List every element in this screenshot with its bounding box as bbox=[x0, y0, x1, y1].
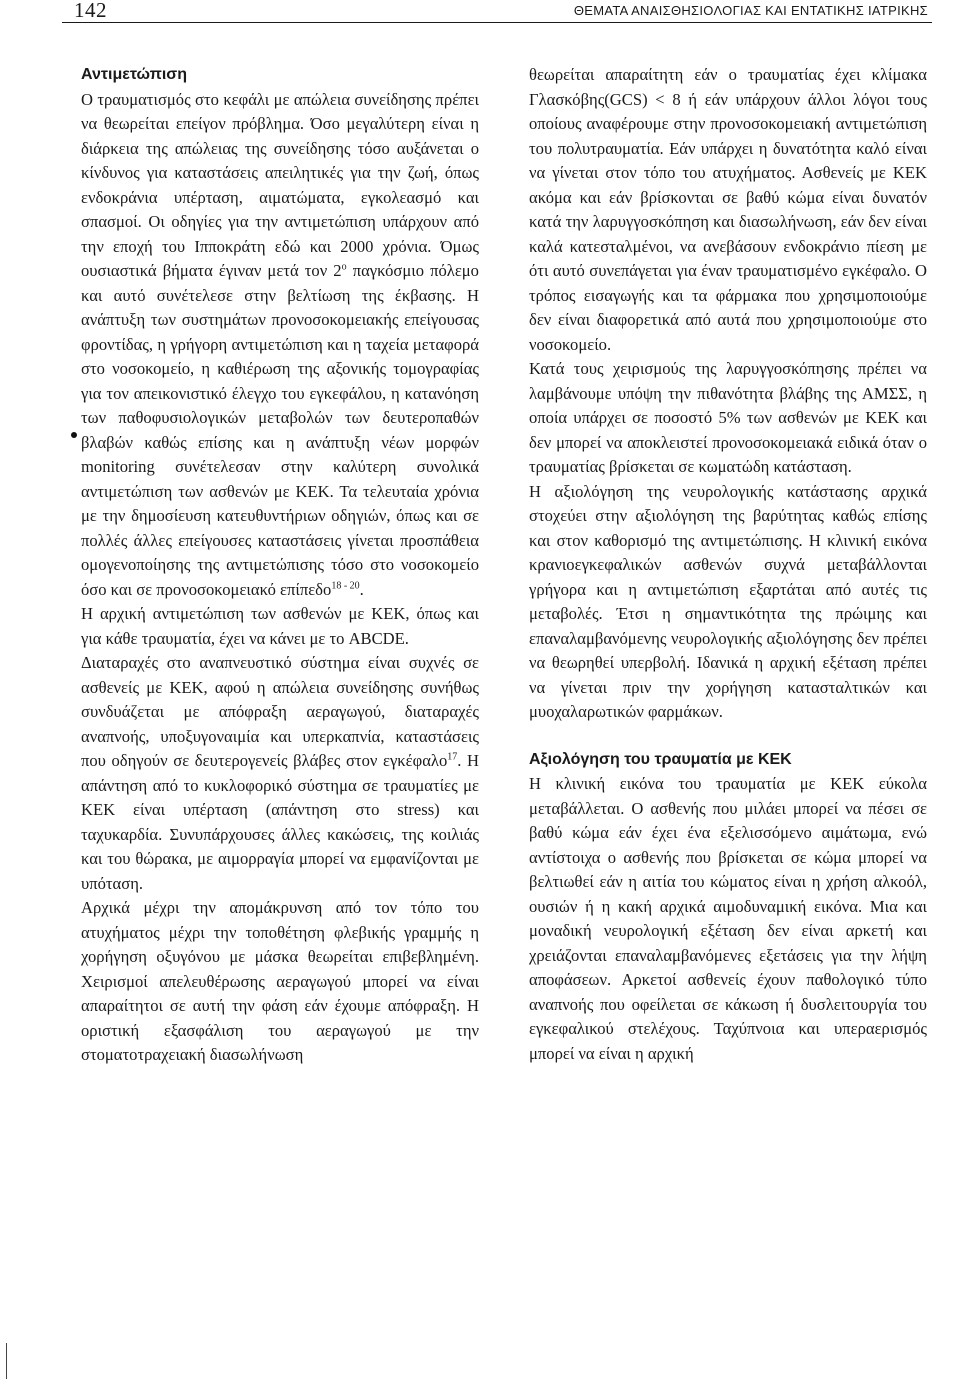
margin-dot bbox=[71, 432, 77, 438]
running-title: ΘΕΜΑΤΑ ΑΝΑΙΣΘΗΣΙΟΛΟΓΙΑΣ ΚΑΙ ΕΝΤΑΤΙΚΗΣ ΙΑΤΡΙΚΗΣ bbox=[573, 3, 928, 18]
page-number: 142 bbox=[74, 0, 107, 22]
left-column bbox=[81, 63, 479, 1068]
section-heading-treatment: Αντιμετώπιση bbox=[81, 66, 188, 83]
margin-mark bbox=[6, 1343, 7, 1379]
section-heading-assessment: Αξιολόγηση του τραυματία με ΚΕΚ bbox=[529, 750, 792, 768]
paragraph: Αρχικά μέχρι την απομάκρυνση από τον τόπο του ατυχήματος μέχρι την τοποθέτηση φλεβικής γραμμής η χορήγηση οξυγόνου με μάσκα θεωρείται επιβεβλημένη. Χειρισμοί απελευθέρωσης αεραγωγού μπορεί να είναι απαραίτητοι σε αυτή την φάση εάν έχουμε απόφραξη. Η οριστική εξασφάλιση του αεραγωγού με την στοματοτραχειακή διασωλήνωση bbox=[81, 898, 479, 1064]
page-header bbox=[62, 0, 932, 23]
paragraph: Η αρχική αντιμετώπιση των ασθενών με ΚΕΚ, όπως και για κάθε τραυματία, έχει να κάνει με το ABCDE. bbox=[81, 604, 479, 648]
paragraph: Η κλινική εικόνα του τραυματία με ΚΕΚ εύκολα μεταβάλλεται. Ο ασθενής που μιλάει μπορεί να πέσει σε βαθύ κώμα εάν έχει ένα εξελισσόμενο αιμάτωμα, ενώ αντίστοιχα ο ασθενής που βρίσκεται σε κώμα μπορεί να βελτιωθεί εάν η αιτία του κώματος είναι η χρήση αλκοόλ, ουσιών ή η κακή αρχικά αιμοδυναμική εικόνα. Μια και μοναδική νευρολογική εξέταση δεν είναι αρκετή και χρειάζονται επαναλαμβανόμενες εξετάσεις για την λήψη αποφάσεων. Αρκετοί ασθενείς έχουν παθολογικό τύπο αναπνοής που οφείλεται σε κάκωση ή δυσλειτουργία του εγκεφαλικού στελέχους. Ταχύπνοια και υπεραερισμός μπορεί να είναι η αρχική bbox=[529, 774, 927, 1063]
paragraph: Διαταραχές στο αναπνευστικό σύστημα είναι συχνές σε ασθενείς με ΚΕΚ, αφού η απώλεια συνείδησης συνήθως συνδυάζεται με απόφραξη αεραγωγού, διαταραχές αναπνοής, υποξυγοναιμία και υπερκαπνία, καταστάσεις που οδηγούν σε δευτερογενείς βλάβες στον εγκέφαλο$^{17}$. Η απάντηση από το κυκλοφορικό σύστημα σε τραυματίες με ΚΕΚ είναι υπέρταση (απάντηση στο stress) και ταχυκαρδία. Συνυπάρχουσες άλλες κακώσεις, της κοιλιάς και του θώρακα, με αιμορραγία μπορεί να εμφανίζονται με υπόταση. bbox=[81, 653, 480, 893]
paragraph: Η αξιολόγηση της νευρολογικής κατάστασης αρχικά στοχεύει στην αξιολόγηση της βαρύτητας καθώς επίσης και στον καθορισμό της αντιμετώπισης. Η κλινική εικόνα κρανιοεγκεφαλικών ασθενών συχνά μεταβάλλονται γρήγορα και η αντιμετώπιση εξαρτάται από αυτές τις μεταβολές. Έτσι η σημαντικότητα της πρώιμης και επαναλαμβανόμενης νευρολογικής αξιολόγησης δεν πρέπει να θεωρηθεί υπερβολή. Ιδανικά η αρχική εξέταση πρέπει να γίνεται πριν την χορήγηση κατασταλτικών και μυοχαλαρωτικών φαρμάκων. bbox=[529, 481, 927, 721]
paragraph: Ο τραυματισμός στο κεφάλι με απώλεια συνείδησης πρέπει να θεωρείται επείγον πρόβλημα. Όσο μεγαλύτερη είναι η διάρκεια της απώλειας της συνείδησης τόσο αυξάνεται ο κίνδυνος για καταστάσεις απειλητικές για την ζωή, όπως ενδοκράνια υπέρταση, αιματώματα, εγκολεασμό και σπασμοί. Οι οδηγίες για την αντιμετώπιση υπάρχουν από την εποχή του Ιπποκράτη εδώ και 2000 χρόνια. Όμως ουσιαστικά βήματα έγιναν μετά τον $2^o$ παγκόσμιο πόλεμο και αυτό συνέτελεσε στην βελτίωση της έκβασης. Η ανάπτυξη των συστημάτων προνοσοκομειακής επείγουσας φροντίδας, η γρήγορη αντιμετώπιση και η ταχεία μεταφορά στο νοσοκομείο, η καθιέρωση της αξονικής τομογραφίας για τον απεικονιστικό έλεγχο του εγκεφάλου, η κατανόηση των παθοφυσιολογικών μεταβολών των δευτεροπαθών βλαβών καθώς επίσης και η ανάπτυξη νέων μορφών monitoring συνέτελεσαν στην καλύτερη συνολικά αντιμετώπιση των ασθενών με ΚΕΚ. Τα τελευταία χρόνια με την δημοσίευση κατευθυντήριων οδηγιών, όπως και σε πολλές άλλες επείγουσες καταστάσεις γίνεται προσπάθεια ομογενοποίησης της αντιμετώπισης τόσο στο νοσοκομείο όσο και σε προνοσοκομειακό επίπεδο$^{18 - 20}$. bbox=[81, 89, 479, 599]
paragraph: θεωρείται απαραίτητη εάν ο τραυματίας έχει κλίμακα Γλασκόβης(GCS) < 8 ή εάν υπάρχουν άλλοι λόγοι τους οποίους αναφέρουμε στην προνοσοκομειακή αντιμετώπιση του πολυτραυματία. Εάν υπάρχει η δυνατότητα καλό είναι να γίνεται στον τόπο του ατυχήματος. Ασθενείς με ΚΕΚ ακόμα και εάν βρίσκονται σε βαθύ κώμα είναι δυνατόν κατά την λαρυγγοσκόπηση και διασωλήνωση, εάν δεν είναι καλά κατεσταλμένοι, να ανεβάσουν ενδοκράνιο πίεση με ότι αυτό συνεπάγεται για έναν τραυματισμένο εγκέφαλο. Ο τρόπος εισαγωγής και τα φάρμακα που χρησιμοποιούμε δεν είναι διαφορετικά από αυτά που χρησιμοποιούμε στο νοσοκομείο. bbox=[529, 65, 927, 354]
right-column bbox=[529, 63, 927, 1066]
paragraph: Κατά τους χειρισμούς της λαρυγγοσκόπησης πρέπει να λαμβάνουμε υπόψη την πιθανότητα βλάβης της ΑΜΣΣ, η οποία υπάρχει σε ποσοστό 5% των ασθενών με ΚΕΚ και δεν μπορεί να αποκλειστεί προνοσοκομειακά ειδικά όταν ο τραυματίας βρίσκεται σε κωματώδη κατάσταση. bbox=[529, 359, 927, 476]
